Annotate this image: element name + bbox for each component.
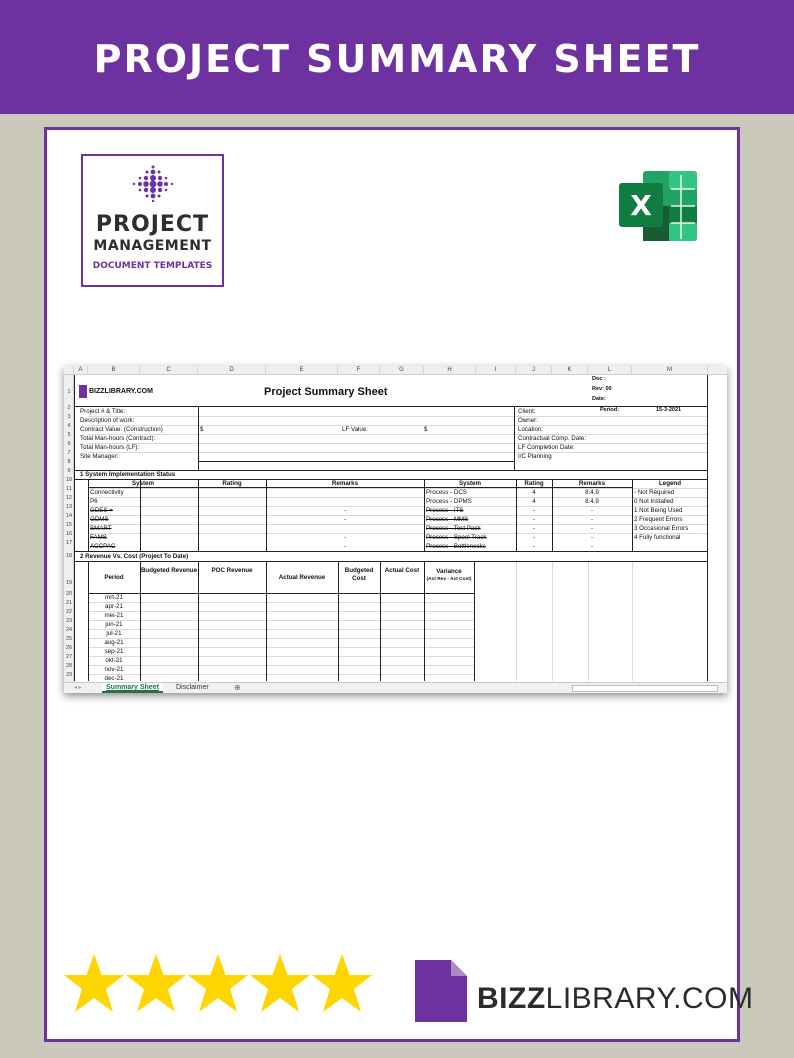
- system-right: Process - Test Pack: [426, 525, 481, 532]
- period-cell: dec-21: [104, 675, 124, 682]
- tab-summary-sheet[interactable]: Summary Sheet: [102, 683, 163, 693]
- horizontal-scrollbar[interactable]: [572, 685, 718, 692]
- section-1-heading: 1 System Implementation Status: [80, 471, 176, 478]
- logo-line-project: PROJECT: [95, 212, 210, 237]
- header-rating: Rating: [222, 480, 242, 487]
- row-header: 11: [66, 486, 72, 492]
- section-2-heading: 2 Revenue Vs. Cost (Project To Date): [80, 553, 189, 560]
- period-cell: nov-21: [104, 666, 124, 673]
- dots-logo-icon: [131, 164, 175, 202]
- row-header: 12: [65, 495, 73, 501]
- remark-left: -: [343, 543, 347, 550]
- system-right: Process - MMS: [426, 516, 469, 523]
- legend-item: 3 Occasional Errors: [634, 525, 689, 532]
- header-system: System: [131, 480, 154, 487]
- rating-right: -: [532, 525, 536, 532]
- col-header: M: [632, 366, 708, 375]
- col-header: G: [380, 366, 424, 375]
- rev-header-budgeted-revenue: Budgeted Revenue: [140, 567, 198, 574]
- system-right: Process - Bottlenecks: [426, 543, 486, 550]
- bizzlibrary-wordmark: [477, 982, 753, 1016]
- row-header: 26: [65, 645, 73, 651]
- remark-right: 8.4.9: [585, 498, 599, 505]
- system-right: Process - Spool Track: [426, 534, 487, 541]
- col-header: C: [140, 366, 198, 375]
- col-header: A: [74, 366, 88, 375]
- field-client: Client:: [518, 408, 536, 415]
- system-left: Connectivity: [90, 489, 124, 496]
- currency-1: $: [200, 426, 204, 433]
- banner-title: PROJECT SUMMARY SHEET: [93, 37, 701, 81]
- project-management-logo: [81, 154, 224, 287]
- system-right: Process - ITS: [426, 507, 464, 514]
- row-header: 6: [67, 441, 71, 447]
- row-header: 16: [65, 531, 73, 537]
- sheet-grid: [74, 375, 708, 681]
- col-header: F: [338, 366, 380, 375]
- header-system-2: System: [458, 480, 481, 487]
- period-cell: mei-21: [104, 612, 124, 619]
- field-location: Location:: [518, 426, 544, 433]
- legend-item: 1 Not Being Used: [634, 507, 683, 514]
- svg-text:X: X: [630, 189, 652, 222]
- excel-icon: [617, 165, 701, 245]
- row-header: 7: [67, 450, 71, 456]
- row-header: 23: [65, 618, 73, 624]
- brand-name-rest: LIBRARY.COM: [545, 982, 754, 1015]
- row-header: 18: [65, 553, 73, 559]
- system-left: FAMS: [90, 534, 107, 541]
- remark-right: -: [590, 516, 594, 523]
- sheet-tab-bar: [64, 682, 727, 693]
- logo-line-management: MANAGEMENT: [93, 238, 212, 254]
- column-headers: [64, 366, 727, 375]
- preview-card: [44, 127, 754, 1042]
- row-header: 13: [65, 504, 73, 510]
- row-header: 19: [65, 580, 73, 586]
- field-manhours-lf: Total Man-hours (LF):: [80, 444, 140, 451]
- row-header: 14: [65, 513, 73, 519]
- tab-disclaimer[interactable]: Disclaimer: [176, 684, 209, 691]
- remark-left: -: [343, 507, 347, 514]
- rating-right: -: [532, 507, 536, 514]
- field-owner: Owner:: [518, 417, 538, 424]
- row-header: 4: [67, 423, 71, 429]
- field-site-manager: Site Manager:: [80, 453, 119, 460]
- bizzlibrary-mini-logo: [79, 385, 87, 398]
- row-header: 29: [65, 672, 73, 678]
- col-header: D: [198, 366, 266, 375]
- header-remarks: Remarks: [331, 480, 359, 487]
- remark-left: -: [343, 534, 347, 541]
- field-contract-value: Contract Value: (Construction): [80, 426, 163, 433]
- row-headers: [64, 375, 74, 683]
- logo-line-document-templates: DOCUMENT TEMPLATES: [92, 261, 213, 271]
- rev-header-period: Period: [104, 574, 124, 581]
- date-label: Date:: [592, 396, 606, 402]
- rating-right: -: [532, 543, 536, 550]
- field-description: Description of work:: [80, 417, 135, 424]
- row-header: 22: [65, 609, 73, 615]
- rating-right: 4: [532, 498, 536, 505]
- remark-right: -: [590, 543, 594, 550]
- sheet-title: Project Summary Sheet: [264, 386, 388, 398]
- row-header: 8: [67, 459, 71, 465]
- period-value: 15-3-2021: [656, 407, 682, 413]
- system-left: SMART: [90, 525, 112, 532]
- doc-label: Doc :: [592, 376, 606, 382]
- tab-scroll-icon[interactable]: ◂ ▸: [74, 685, 82, 691]
- row-header: 10: [65, 477, 73, 483]
- row-header: 17: [65, 540, 73, 546]
- period-cell: okt-21: [105, 657, 123, 664]
- legend-item: 2 Frequent Errors: [634, 516, 683, 523]
- row-header: 9: [67, 468, 71, 474]
- rating-right: -: [532, 516, 536, 523]
- add-sheet-icon[interactable]: ⊕: [234, 683, 241, 692]
- col-header: B: [88, 366, 140, 375]
- field-lf-date: LF Completion Date:: [518, 444, 575, 451]
- document-icon: [415, 960, 467, 1022]
- legend-item: - Not Required: [634, 489, 675, 496]
- header-rating-2: Rating: [524, 480, 544, 487]
- col-header: L: [588, 366, 632, 375]
- col-header: J: [516, 366, 552, 375]
- legend-item: 0 Not Installed: [634, 498, 674, 505]
- rev-header-variance: Variance: [436, 568, 462, 575]
- sheet-logo-text: BIZZLIBRARY.COM: [89, 388, 153, 395]
- legend-item: 4 Fully functional: [634, 534, 681, 541]
- remark-right: -: [590, 534, 594, 541]
- lf-value-label: LF Value:: [342, 426, 369, 433]
- remark-right: 8.4.9: [585, 489, 599, 496]
- period-cell: jul-21: [106, 630, 122, 637]
- rev-header-actual-revenue: Actual Revenue: [278, 574, 326, 581]
- period-cell: aug-21: [104, 639, 124, 646]
- row-header: 28: [65, 663, 73, 669]
- row-header: 5: [67, 432, 71, 438]
- row-header: 20: [65, 591, 73, 597]
- header-remarks-2: Remarks: [578, 480, 606, 487]
- period-cell: jun-21: [105, 621, 123, 628]
- rating-right: -: [532, 534, 536, 541]
- col-header: E: [266, 366, 338, 375]
- col-header: K: [552, 366, 588, 375]
- row-header: 25: [65, 636, 73, 642]
- period-cell: mrt-21: [105, 594, 123, 601]
- system-right: Process - DCS: [426, 489, 467, 496]
- row-header: 24: [65, 627, 73, 633]
- row-header: 3: [67, 414, 71, 420]
- rev-label: Rev: 00: [592, 386, 612, 392]
- period-cell: sep-21: [104, 648, 124, 655]
- field-contractual-date: Contractual Comp. Date:: [518, 435, 587, 442]
- bizzlibrary-logo: [415, 960, 754, 1022]
- system-left: GDMS: [90, 516, 109, 523]
- row-header: 1: [67, 389, 71, 395]
- col-header: I: [476, 366, 516, 375]
- period-cell: apr-21: [105, 603, 123, 610]
- five-star-rating-icon: [63, 952, 373, 1016]
- remark-left: -: [343, 516, 347, 523]
- currency-2: $: [424, 426, 428, 433]
- field-ic-planning: I/C Planning: [518, 453, 552, 460]
- rev-header-actual-cost: Actual Cost: [384, 567, 420, 574]
- system-right: Process - DPMS: [426, 498, 472, 505]
- brand-name-bold: BIZZ: [477, 982, 546, 1015]
- row-header: 2: [67, 405, 71, 411]
- system-left: GDES +: [90, 507, 113, 514]
- row-header: 15: [65, 522, 73, 528]
- rev-header-budgeted-cost: Budgeted Cost: [344, 567, 374, 582]
- remark-right: -: [590, 507, 594, 514]
- remark-right: -: [590, 525, 594, 532]
- row-header: 21: [65, 600, 73, 606]
- field-project-title: Project # & Title:: [80, 408, 126, 415]
- rating-right: 4: [532, 489, 536, 496]
- rev-header-variance-formula: (Act Rev - Act Cost): [426, 577, 472, 582]
- field-manhours-contract: Total Man-hours (Contract):: [80, 435, 156, 442]
- system-left: ACCPAC: [90, 543, 116, 550]
- rev-header-poc-revenue: POC Revenue: [211, 567, 253, 574]
- col-header: H: [424, 366, 476, 375]
- system-left: P6: [90, 498, 98, 505]
- row-header: 27: [65, 654, 73, 660]
- page-banner: [0, 0, 794, 114]
- period-label: Period:: [600, 407, 619, 413]
- spreadsheet-preview: [64, 366, 727, 693]
- header-legend: Legend: [658, 480, 681, 487]
